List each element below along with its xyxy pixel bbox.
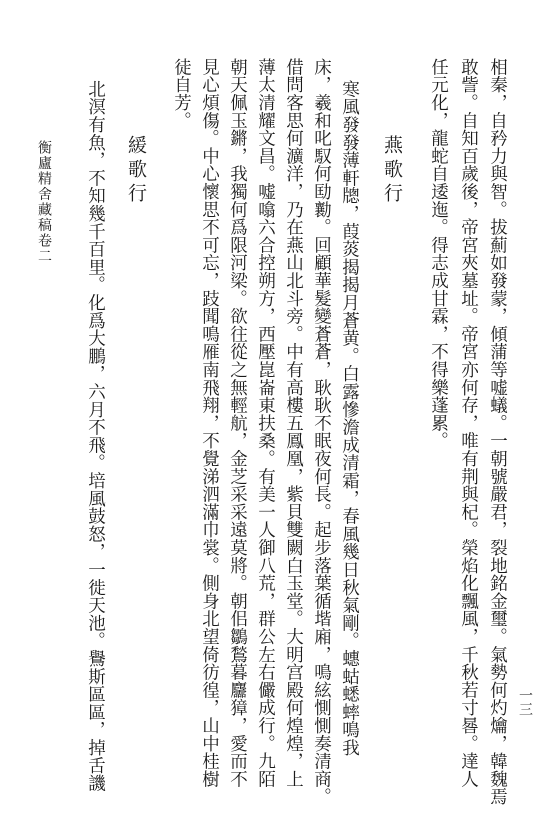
text-column-8: 薄太清耀文昌。嘘噏六合控朔方，西壓崑崙東扶桑。有美一人御八荒，群公左右儼成行。九陌	[255, 58, 276, 788]
text-column-2: 敢訾。自知百歲後，帝宮夾墓址。帝宮亦何存，唯有荆與杞。榮焰化飄風，千秋若寸晷。達人	[458, 58, 479, 788]
text-column-6: 床，羲和叱馭何劻勷。回顧華髮變蒼蒼，耿耿不眠夜何長。起步落葉循堦廂，鳴絃惻惻奏清商。	[311, 58, 332, 806]
poem-title-huan-ge-xing: 緩歌行	[125, 135, 147, 207]
text-column-10: 見心煩傷。中心懷思不可忘，跂聞鳴雁南飛翔，不覺涕泗滿巾裳。側身北望倚彷徨，山中桂樹	[199, 58, 220, 788]
text-column-13: 北溟有魚，不知幾千百里。化爲大鵬，六月不飛。培風鼓怒，一徙天池。鸒斯區區，掉舌譏	[85, 80, 106, 792]
text-column-7: 借問客思何瀇洋，乃在燕山北斗旁。中有高樓五鳳凰，紫貝雙闕白玉堂。大明宫殿何煌煌，上	[283, 58, 304, 788]
text-column-1: 相秦，自矜力與智。拔薊如發蒙，傾蒲等嘘蟻。一朝號嚴君，裂地銘金璽。氣勢何灼爚，韓魏焉	[487, 58, 508, 806]
poem-title-yan-ge-xing: 燕歌行	[381, 135, 403, 207]
text-column-5: 寒風發發薄軒牕，葭菼揭揭月蒼黄。白露慘澹成清霜，春風幾日秋氣剛。蟪蛄蟋蟀鳴我	[339, 80, 360, 757]
text-column-3: 任元化，龍蛇自逶迤。得志成甘霖，不得樂蓬累。	[428, 58, 449, 450]
page-number: 一三	[517, 688, 533, 717]
text-column-9: 朝天佩玉鏘，我獨何爲限河梁。欲往從之無輕航，金芝采采遠莫將。朝佀鶵鶖暮麢獐，愛而不	[227, 58, 248, 788]
footer-book-title: 衡廬精舍藏稿卷二	[36, 140, 52, 264]
text-column-11: 徒自芳。	[171, 58, 192, 130]
